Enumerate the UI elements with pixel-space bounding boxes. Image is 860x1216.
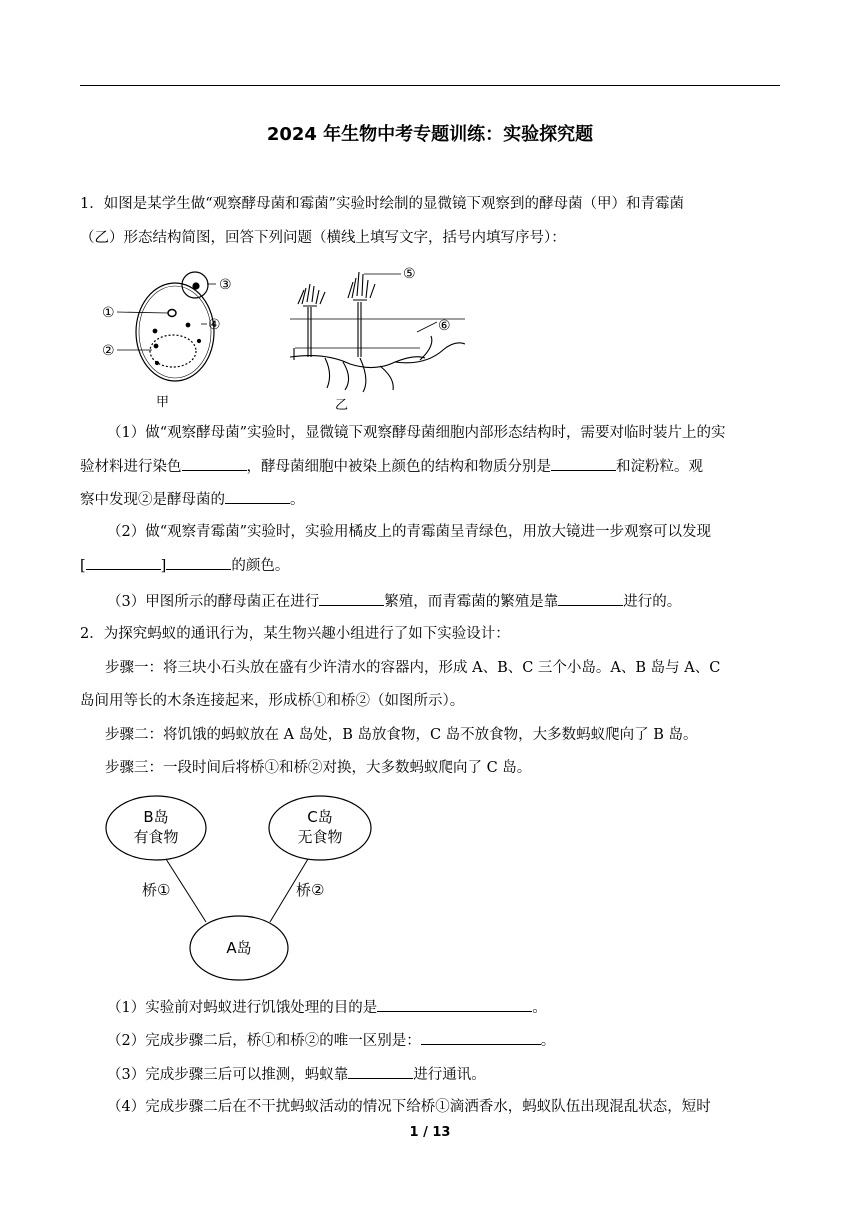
label-jia: 甲 <box>156 395 170 410</box>
q1-figure <box>95 262 465 412</box>
q1-part1-line2 <box>80 456 703 477</box>
q1-part2-text: [ <box>80 558 86 574</box>
answer-blank[interactable] <box>225 489 290 504</box>
q1-part1-text: 和淀粉粒。观 <box>616 459 703 475</box>
yeast-marker-3: ③ <box>219 277 232 293</box>
granule <box>153 329 157 333</box>
hyphae <box>290 336 465 392</box>
bridge-1-line <box>166 859 206 922</box>
q1-part2-line1: （2）做“观察青霉菌”实验时，实验用橘皮上的青霉菌呈青绿色，用放大镜进一步观察可以发现 <box>107 524 712 540</box>
answer-blank[interactable] <box>182 456 247 471</box>
q1-part2-text: ] <box>160 558 167 574</box>
island-b-desc: 有食物 <box>133 828 179 846</box>
q1-part3-line <box>107 591 681 612</box>
bridge-1-label: 桥① <box>142 881 171 899</box>
q1-part1-text: 察中发现 <box>80 492 138 508</box>
q2-step1-line1: 步骤一：将三块小石头放在盛有少许清水的容器内，形成 A、B、C 三个小岛。A、B 岛与 A、C <box>105 660 721 676</box>
q1-part3-text: 繁殖，而青霉菌的繁殖是靠 <box>384 594 559 610</box>
q2-sub2-text: （2）完成步骤二后，桥①和桥②的唯一区别是： <box>107 1033 421 1049</box>
answer-blank[interactable] <box>558 591 623 606</box>
nucleus <box>168 310 176 317</box>
q1-part2-line2 <box>80 555 289 576</box>
yeast-marker-4: ④ <box>208 317 221 333</box>
q2-step3: 步骤三：一段时间后将桥①和桥②对换，大多数蚂蚁爬向了 C 岛。 <box>105 760 532 776</box>
q1-part2-text: 的颜色。 <box>231 558 290 574</box>
brush-left <box>298 284 325 306</box>
q2-step2: 步骤二：将饥饿的蚂蚁放在 A 岛处，B 岛放食物，C 岛不放食物，大多数蚂蚁爬向了 B 岛。 <box>105 727 698 743</box>
island-c-name: C岛 <box>307 808 333 826</box>
brush-right <box>348 272 375 300</box>
yeast-marker-1: ① <box>102 305 115 321</box>
yeast-cell-figure <box>117 272 216 381</box>
q1-intro-line2: （乙）形态结构简图，回答下列问题（横线上填写文字，括号内填写序号）： <box>80 230 566 246</box>
q2-sub3-text: 进行通讯。 <box>413 1067 486 1083</box>
leader-6 <box>417 322 437 332</box>
q2-sub3-text: （3）完成步骤三后可以推测，蚂蚁靠 <box>107 1067 349 1083</box>
label-yi: 乙 <box>335 398 349 412</box>
q2-sub1 <box>107 997 547 1018</box>
island-c-desc: 无食物 <box>297 828 343 846</box>
page-title: 2024 年生物中考专题训练：实验探究题 <box>266 124 594 145</box>
q2-sub1-text: （1）实验前对蚂蚁进行饥饿处理的目的是 <box>107 1000 378 1016</box>
yeast-cell-wall <box>136 283 214 381</box>
q1-part1-text: 验材料进行染色 <box>80 459 182 475</box>
q1-part1-text: 。 <box>290 492 305 508</box>
island-diagram <box>100 792 380 987</box>
q1-part1-line1: （1）做“观察酵母菌”实验时，显微镜下观察酵母菌细胞内部形态结构时，需要对临时装片上的实 <box>107 425 726 441</box>
answer-blank[interactable] <box>319 591 384 606</box>
q2-intro: 2．为探究蚂蚁的通讯行为，某生物兴趣小组进行了如下实验设计： <box>80 626 510 642</box>
q2-sub3 <box>107 1064 486 1085</box>
answer-blank[interactable] <box>166 555 231 570</box>
island-b-name: B岛 <box>143 808 169 826</box>
answer-blank[interactable] <box>551 456 616 471</box>
q1-part1-marker: ② <box>138 492 153 508</box>
granule <box>186 323 190 327</box>
header-rule <box>80 85 780 86</box>
page-number: 1 / 13 <box>409 1125 451 1140</box>
answer-blank[interactable] <box>348 1064 413 1079</box>
bridge-2-label: 桥② <box>296 881 325 899</box>
q1-part3-text: 进行的。 <box>623 594 682 610</box>
leader-1 <box>117 312 168 313</box>
yeast-cell-membrane <box>139 286 211 378</box>
q2-sub1-text: 。 <box>532 1000 547 1016</box>
mold-marker-6: ⑥ <box>438 318 451 334</box>
q1-part1-line3 <box>80 489 305 510</box>
q1-part1-text: ，酵母菌细胞中被染上颜色的结构和物质分别是 <box>246 459 551 475</box>
q2-step1-line2: 岛间用等长的木条连接起来，形成桥①和桥②（如图所示）。 <box>80 693 465 709</box>
answer-blank[interactable] <box>377 997 532 1012</box>
bud-dot <box>193 283 199 289</box>
granule <box>154 344 158 348</box>
granule <box>198 340 201 343</box>
q2-sub2-text: 。 <box>540 1033 556 1049</box>
q2-sub2 <box>107 1030 555 1051</box>
answer-blank[interactable] <box>421 1030 541 1045</box>
q1-intro-line1: 1．如图是某学生做“观察酵母菌和霉菌”实验时绘制的显微镜下观察到的酵母菌（甲）和青霉菌 <box>80 196 685 212</box>
island-a-name: A岛 <box>226 939 252 957</box>
q1-part3-text: （3）甲图所示的酵母菌正在进行 <box>107 594 320 610</box>
q1-part1-text: 是酵母菌的 <box>152 492 225 508</box>
granule <box>156 362 159 365</box>
q2-sub4: （4）完成步骤二后在不干扰蚂蚁活动的情况下给桥①滴洒香水，蚂蚁队伍出现混乱状态，短时 <box>107 1099 711 1115</box>
answer-blank[interactable] <box>86 555 161 570</box>
yeast-marker-2: ② <box>102 343 115 359</box>
mold-marker-5: ⑤ <box>403 266 416 282</box>
